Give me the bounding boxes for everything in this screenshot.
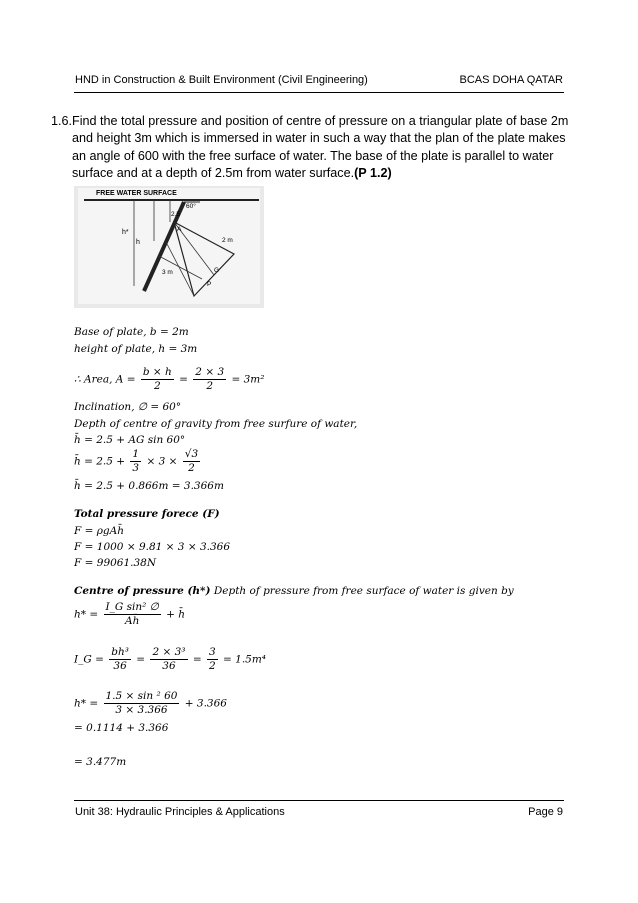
inclination-line: Inclination, ∅ = 60° <box>74 401 182 413</box>
base-line: Base of plate, b = 2m <box>74 326 189 338</box>
ig-frac-2: $\frac{\text{2 × 3³}}{36}$ <box>152 646 186 672</box>
hstar-line-2: h* = $\frac{\text{1.5 × sin ² 60}}{3 \times 3.366}$ + 3.366 <box>74 690 227 716</box>
header-rule <box>74 92 564 93</box>
question-ref: (P 1.2) <box>354 166 392 181</box>
height-label: 3 m <box>162 269 173 276</box>
g-label: G <box>214 267 220 274</box>
f-line-1: F = ρgAh̄ <box>74 525 124 537</box>
total-pressure-title: Total pressure forece (F) <box>74 508 220 520</box>
footer-rule <box>74 800 564 801</box>
ig-line: I_G = $\frac{\text{bh³}}{36}$ = $\frac{\text{2 × 3³}}{36}$ = $\frac{3}{2}$ = 1.5m⁴ <box>74 646 267 672</box>
hbar-line-3: h̄ = 2.5 + 0.866m = 3.366m <box>74 480 224 492</box>
hbar-line-1: h̄ = 2.5 + AG sin 60° <box>74 434 186 446</box>
angle-label: 60° <box>186 203 196 210</box>
area-frac-2: $\frac{2 \times 3}{2}$ <box>195 366 225 392</box>
hstar-line-1: h* = $\frac{\text{I\_G sin² ∅}}{Ah̄}$ + h̄ <box>74 601 186 627</box>
area-result: = 3m² <box>231 373 265 386</box>
hstar-line-4: = 3.477m <box>74 756 127 768</box>
question-number: 1.6. <box>51 114 73 128</box>
h-label: h <box>136 239 140 246</box>
centre-pressure-desc: Depth of pressure from free surface of water is given by <box>210 585 514 597</box>
header-left: HND in Construction & Built Environment (Civil Engineering) <box>75 74 368 86</box>
hbar-line-2: h̄ = 2.5 + $\frac{1}{3}$ × 3 × $\frac{√3}{2}$ <box>74 448 199 474</box>
hbar-frac-2: $\frac{√3}{2}$ <box>184 448 199 474</box>
area-line: ∴ Area, A = $\frac{b \times h}{2}$ = $\frac{2 \times 3}{2}$ = 3m² <box>74 366 265 392</box>
hstar-frac-2: $\frac{\text{1.5 × sin ² 60}}{3 \times 3.366}$ <box>105 690 178 716</box>
area-prefix: ∴ Area, A = <box>74 373 136 386</box>
depth-label: 2.5 <box>171 211 181 218</box>
question-text <box>72 113 572 183</box>
height-line: height of plate, h = 3m <box>74 343 198 355</box>
hstar-line-3: = 0.1114 + 3.366 <box>74 722 169 734</box>
footer-left: Unit 38: Hydraulic Principles & Applications <box>75 806 285 818</box>
depth-desc: Depth of centre of gravity from free surfure of water, <box>74 418 358 430</box>
hbar-frac-1: $\frac{1}{3}$ <box>132 448 140 474</box>
f-line-2: F = 1000 × 9.81 × 3 × 3.366 <box>74 541 231 553</box>
centre-pressure-title: Centre of pressure (h*) <box>74 585 211 597</box>
ig-frac-1: $\frac{\text{bh³}}{36}$ <box>111 646 129 672</box>
area-frac-1: $\frac{b \times h}{2}$ <box>142 366 172 392</box>
f-line-3: F = 99061.38N <box>74 557 157 569</box>
ig-frac-3: $\frac{3}{2}$ <box>208 646 216 672</box>
centre-pressure-line <box>74 585 514 597</box>
surface-label: FREE WATER SURFACE <box>96 190 177 197</box>
triangular-plate-figure <box>74 186 264 308</box>
hstar-label: h* <box>122 229 129 236</box>
a-label: A <box>177 226 182 233</box>
page-header <box>75 74 563 90</box>
page-number: Page 9 <box>528 806 563 818</box>
question-body: Find the total pressure and position of centre of pressure on a triangular plate of base 2m and height 3m which is immersed in water in such a way that the plan of the plate makes an angle of 600 with the free surface of water. The base of the plate is parallel to water surface and at a depth of 2.5m from water surface. <box>72 114 569 181</box>
p-label: P <box>207 281 212 288</box>
base-label: 2 m <box>222 237 233 244</box>
header-right: BCAS DOHA QATAR <box>459 74 563 86</box>
hstar-frac-1: $\frac{\text{I\_G sin² ∅}}{Ah̄}$ <box>105 601 159 627</box>
